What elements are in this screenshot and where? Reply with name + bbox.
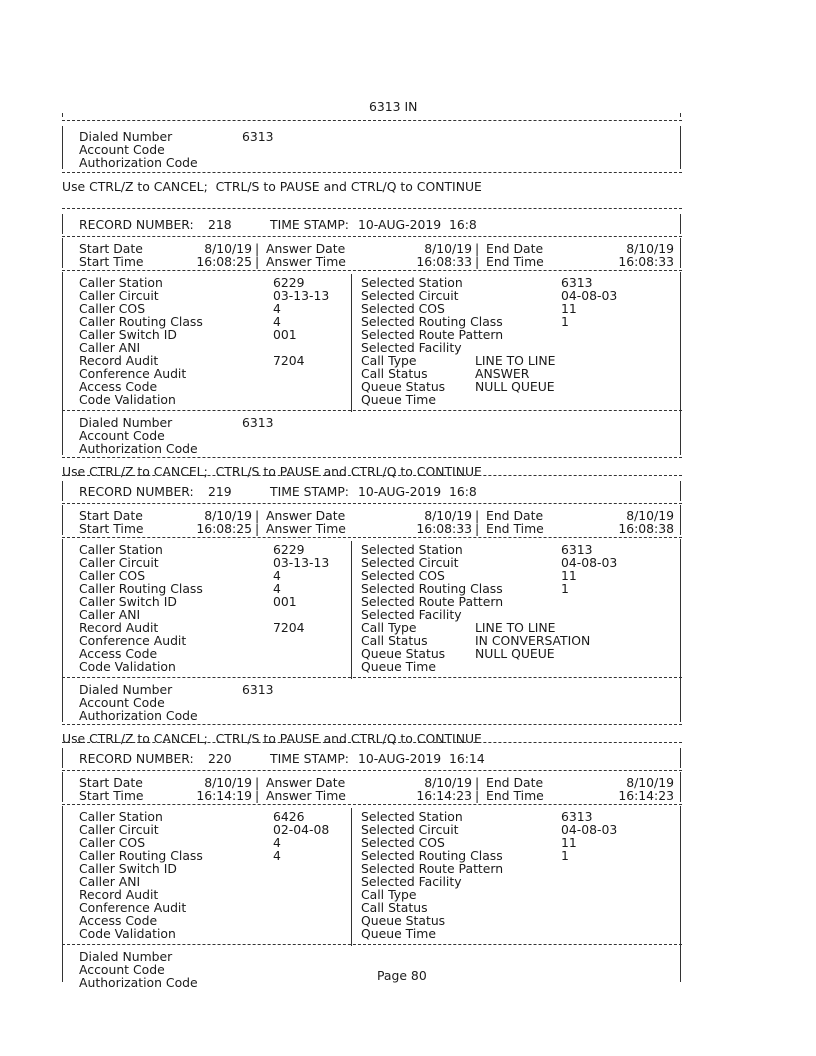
separator	[680, 272, 681, 412]
separator	[62, 236, 682, 237]
field-label: Access Code	[79, 913, 158, 928]
answer-date-value: 8/10/19	[424, 241, 472, 256]
record-number-value: 219	[208, 484, 232, 499]
cancel-instruction: Use CTRL/Z to CANCEL; CTRL/S to PAUSE and CTRL/Q to CONTINUE	[62, 179, 482, 194]
time-stamp-value: 10-AUG-2019 16:14	[358, 751, 485, 766]
column-divider: |	[475, 788, 480, 803]
separator	[62, 410, 682, 411]
field-label: Code Validation	[79, 392, 176, 407]
dialed-number-value: 6313	[242, 682, 274, 697]
field-label: Call Type	[361, 353, 417, 368]
field-label: Caller Routing Class	[79, 848, 203, 863]
end-date-value: 8/10/19	[626, 775, 674, 790]
dialed-number-value: 6313	[242, 129, 274, 144]
field-label: Caller ANI	[79, 340, 141, 355]
column-divider: |	[255, 775, 260, 790]
separator	[680, 772, 681, 802]
separator	[62, 537, 682, 538]
field-label: Selected Route Pattern	[361, 594, 504, 609]
caller-circuit-value: 03-13-13	[273, 555, 330, 570]
separator	[62, 172, 682, 173]
separator	[62, 503, 682, 504]
separator	[62, 475, 682, 476]
time-stamp-value: 10-AUG-2019 16:8	[358, 484, 477, 499]
separator	[680, 481, 681, 501]
field-label: Conference Audit	[79, 633, 187, 648]
separator	[62, 748, 63, 768]
field-label: Selected Route Pattern	[361, 327, 504, 342]
field-label: Answer Time	[266, 521, 346, 536]
field-label: Call Type	[361, 887, 417, 902]
selected-routing-class-value: 1	[561, 581, 569, 596]
field-label: Answer Time	[266, 788, 346, 803]
field-label: TIME STAMP:	[270, 484, 349, 499]
caller-cos-value: 4	[273, 301, 281, 316]
end-time-value: 16:14:23	[618, 788, 674, 803]
answer-date-value: 8/10/19	[424, 775, 472, 790]
separator	[62, 679, 63, 722]
field-label: Queue Time	[361, 926, 436, 941]
record-audit-value: 7204	[273, 620, 305, 635]
column-divider	[351, 808, 352, 946]
field-label: Selected COS	[361, 301, 445, 316]
answer-date-value: 8/10/19	[424, 508, 472, 523]
field-label: End Date	[486, 775, 544, 790]
field-label: Call Type	[361, 620, 417, 635]
separator	[680, 214, 681, 234]
field-label: Dialed Number	[79, 682, 173, 697]
call-status-value: ANSWER	[475, 366, 530, 381]
selected-station-value: 6313	[561, 275, 593, 290]
field-label: Access Code	[79, 646, 158, 661]
field-label: Queue Status	[361, 913, 446, 928]
separator	[62, 481, 63, 501]
field-label: Call Status	[361, 900, 428, 915]
field-label: Selected Routing Class	[361, 848, 503, 863]
record-number-value: 220	[208, 751, 232, 766]
field-label: Answer Time	[266, 254, 346, 269]
field-label: Start Date	[79, 508, 143, 523]
field-label: Caller ANI	[79, 874, 141, 889]
field-label: Selected Facility	[361, 340, 462, 355]
separator	[680, 113, 681, 117]
field-label: Caller Circuit	[79, 288, 159, 303]
field-label: End Time	[486, 521, 544, 536]
column-divider	[351, 541, 352, 679]
field-label: Answer Date	[266, 241, 346, 256]
field-label: Dialed Number	[79, 949, 173, 964]
selected-station-value: 6313	[561, 542, 593, 557]
field-label: Authorization Code	[79, 975, 198, 990]
end-time-value: 16:08:38	[618, 521, 674, 536]
separator	[62, 270, 682, 271]
field-label: Caller ANI	[79, 607, 141, 622]
caller-routing-class-value: 4	[273, 581, 281, 596]
field-label: Caller COS	[79, 301, 146, 316]
field-label: End Date	[486, 241, 544, 256]
field-label: Caller Circuit	[79, 555, 159, 570]
field-label: TIME STAMP:	[270, 217, 349, 232]
field-label: RECORD NUMBER:	[79, 484, 194, 499]
field-label: Selected COS	[361, 835, 445, 850]
selected-routing-class-value: 1	[561, 848, 569, 863]
field-label: Selected Station	[361, 275, 463, 290]
separator	[680, 679, 681, 722]
field-label: Code Validation	[79, 659, 176, 674]
field-label: Authorization Code	[79, 155, 198, 170]
separator	[680, 748, 681, 768]
field-label: Caller Circuit	[79, 822, 159, 837]
selected-circuit-value: 04-08-03	[561, 288, 618, 303]
time-stamp-value: 10-AUG-2019 16:8	[358, 217, 477, 232]
field-label: Selected Circuit	[361, 288, 459, 303]
page-header: 6313 IN	[369, 99, 418, 114]
separator	[62, 120, 682, 121]
queue-status-value: NULL QUEUE	[475, 379, 555, 394]
field-label: Caller COS	[79, 835, 146, 850]
column-divider: |	[255, 254, 260, 269]
field-label: Access Code	[79, 379, 158, 394]
field-label: Account Code	[79, 142, 165, 157]
separator	[680, 505, 681, 535]
caller-station-value: 6229	[273, 275, 305, 290]
field-label: Dialed Number	[79, 415, 173, 430]
separator	[62, 126, 63, 169]
field-label: Authorization Code	[79, 708, 198, 723]
column-divider: |	[475, 508, 480, 523]
separator	[62, 742, 682, 743]
column-divider: |	[475, 254, 480, 269]
separator	[62, 946, 63, 982]
field-label: End Time	[486, 254, 544, 269]
field-label: TIME STAMP:	[270, 751, 349, 766]
separator	[62, 272, 63, 412]
caller-switch-id-value: 001	[273, 594, 297, 609]
field-label: Selected Station	[361, 809, 463, 824]
separator	[680, 539, 681, 679]
selected-circuit-value: 04-08-03	[561, 822, 618, 837]
field-label: Caller Switch ID	[79, 327, 177, 342]
queue-status-value: NULL QUEUE	[475, 646, 555, 661]
field-label: Queue Status	[361, 646, 446, 661]
separator	[680, 946, 681, 982]
field-label: Selected Routing Class	[361, 581, 503, 596]
field-label: Answer Date	[266, 508, 346, 523]
field-label: Account Code	[79, 695, 165, 710]
field-label: Selected Station	[361, 542, 463, 557]
separator	[680, 126, 681, 169]
end-date-value: 8/10/19	[626, 508, 674, 523]
separator	[680, 412, 681, 455]
caller-cos-value: 4	[273, 835, 281, 850]
selected-cos-value: 11	[561, 301, 577, 316]
field-label: Selected Route Pattern	[361, 861, 504, 876]
field-label: Start Time	[79, 788, 144, 803]
caller-routing-class-value: 4	[273, 848, 281, 863]
field-label: Authorization Code	[79, 441, 198, 456]
field-label: Queue Status	[361, 379, 446, 394]
field-label: RECORD NUMBER:	[79, 217, 194, 232]
page-number: Page 80	[373, 969, 431, 982]
field-label: Call Status	[361, 633, 428, 648]
answer-time-value: 16:08:33	[416, 521, 472, 536]
separator	[62, 113, 63, 117]
record-audit-value: 7204	[273, 353, 305, 368]
selected-routing-class-value: 1	[561, 314, 569, 329]
separator	[62, 238, 63, 268]
field-label: RECORD NUMBER:	[79, 751, 194, 766]
caller-cos-value: 4	[273, 568, 281, 583]
separator	[680, 806, 681, 946]
cancel-instruction: Use CTRL/Z to CANCEL; CTRL/S to PAUSE and CTRL/Q to CONTINUE	[62, 731, 482, 746]
field-label: End Time	[486, 788, 544, 803]
field-label: Call Status	[361, 366, 428, 381]
start-time-value: 16:08:25	[196, 521, 252, 536]
field-label: Account Code	[79, 428, 165, 443]
separator	[62, 412, 63, 455]
selected-cos-value: 11	[561, 568, 577, 583]
separator	[62, 457, 682, 458]
field-label: Account Code	[79, 962, 165, 977]
separator	[62, 804, 682, 805]
field-label: End Date	[486, 508, 544, 523]
separator	[62, 944, 682, 945]
field-label: Selected Routing Class	[361, 314, 503, 329]
start-date-value: 8/10/19	[204, 508, 252, 523]
caller-station-value: 6229	[273, 542, 305, 557]
column-divider: |	[475, 241, 480, 256]
call-status-value: IN CONVERSATION	[475, 633, 591, 648]
cancel-instruction: Use CTRL/Z to CANCEL; CTRL/S to PAUSE and CTRL/Q to CONTINUE	[62, 464, 482, 479]
separator	[62, 208, 682, 209]
field-label: Selected Facility	[361, 607, 462, 622]
caller-routing-class-value: 4	[273, 314, 281, 329]
field-label: Caller Station	[79, 275, 163, 290]
field-label: Caller Switch ID	[79, 594, 177, 609]
separator	[62, 505, 63, 535]
field-label: Start Date	[79, 775, 143, 790]
separator	[62, 724, 682, 725]
caller-station-value: 6426	[273, 809, 305, 824]
field-label: Caller Routing Class	[79, 581, 203, 596]
start-time-value: 16:08:25	[196, 254, 252, 269]
record-number-value: 218	[208, 217, 232, 232]
field-label: Selected Circuit	[361, 822, 459, 837]
field-label: Start Time	[79, 254, 144, 269]
answer-time-value: 16:08:33	[416, 254, 472, 269]
field-label: Record Audit	[79, 620, 159, 635]
column-divider: |	[475, 521, 480, 536]
field-label: Caller Routing Class	[79, 314, 203, 329]
answer-time-value: 16:14:23	[416, 788, 472, 803]
field-label: Caller COS	[79, 568, 146, 583]
field-label: Caller Switch ID	[79, 861, 177, 876]
separator	[62, 770, 682, 771]
field-label: Selected Circuit	[361, 555, 459, 570]
separator	[62, 539, 63, 679]
separator	[680, 238, 681, 268]
caller-switch-id-value: 001	[273, 327, 297, 342]
selected-circuit-value: 04-08-03	[561, 555, 618, 570]
start-date-value: 8/10/19	[204, 241, 252, 256]
separator	[62, 677, 682, 678]
selected-cos-value: 11	[561, 835, 577, 850]
field-label: Start Date	[79, 241, 143, 256]
field-label: Answer Date	[266, 775, 346, 790]
field-label: Start Time	[79, 521, 144, 536]
start-time-value: 16:14:19	[196, 788, 252, 803]
dialed-number-value: 6313	[242, 415, 274, 430]
field-label: Selected Facility	[361, 874, 462, 889]
separator	[62, 772, 63, 802]
column-divider: |	[475, 775, 480, 790]
field-label: Queue Time	[361, 392, 436, 407]
field-label: Caller Station	[79, 542, 163, 557]
column-divider: |	[255, 521, 260, 536]
field-label: Conference Audit	[79, 366, 187, 381]
field-label: Queue Time	[361, 659, 436, 674]
selected-station-value: 6313	[561, 809, 593, 824]
field-label: Record Audit	[79, 353, 159, 368]
field-label: Code Validation	[79, 926, 176, 941]
call-type-value: LINE TO LINE	[475, 620, 556, 635]
end-time-value: 16:08:33	[618, 254, 674, 269]
caller-circuit-value: 02-04-08	[273, 822, 330, 837]
call-type-value: LINE TO LINE	[475, 353, 556, 368]
column-divider: |	[255, 241, 260, 256]
field-label: Selected COS	[361, 568, 445, 583]
column-divider: |	[255, 788, 260, 803]
caller-circuit-value: 03-13-13	[273, 288, 330, 303]
separator	[62, 806, 63, 946]
column-divider: |	[255, 508, 260, 523]
end-date-value: 8/10/19	[626, 241, 674, 256]
column-divider	[351, 274, 352, 412]
field-label: Dialed Number	[79, 129, 173, 144]
field-label: Conference Audit	[79, 900, 187, 915]
start-date-value: 8/10/19	[204, 775, 252, 790]
field-label: Caller Station	[79, 809, 163, 824]
separator	[62, 214, 63, 234]
field-label: Record Audit	[79, 887, 159, 902]
